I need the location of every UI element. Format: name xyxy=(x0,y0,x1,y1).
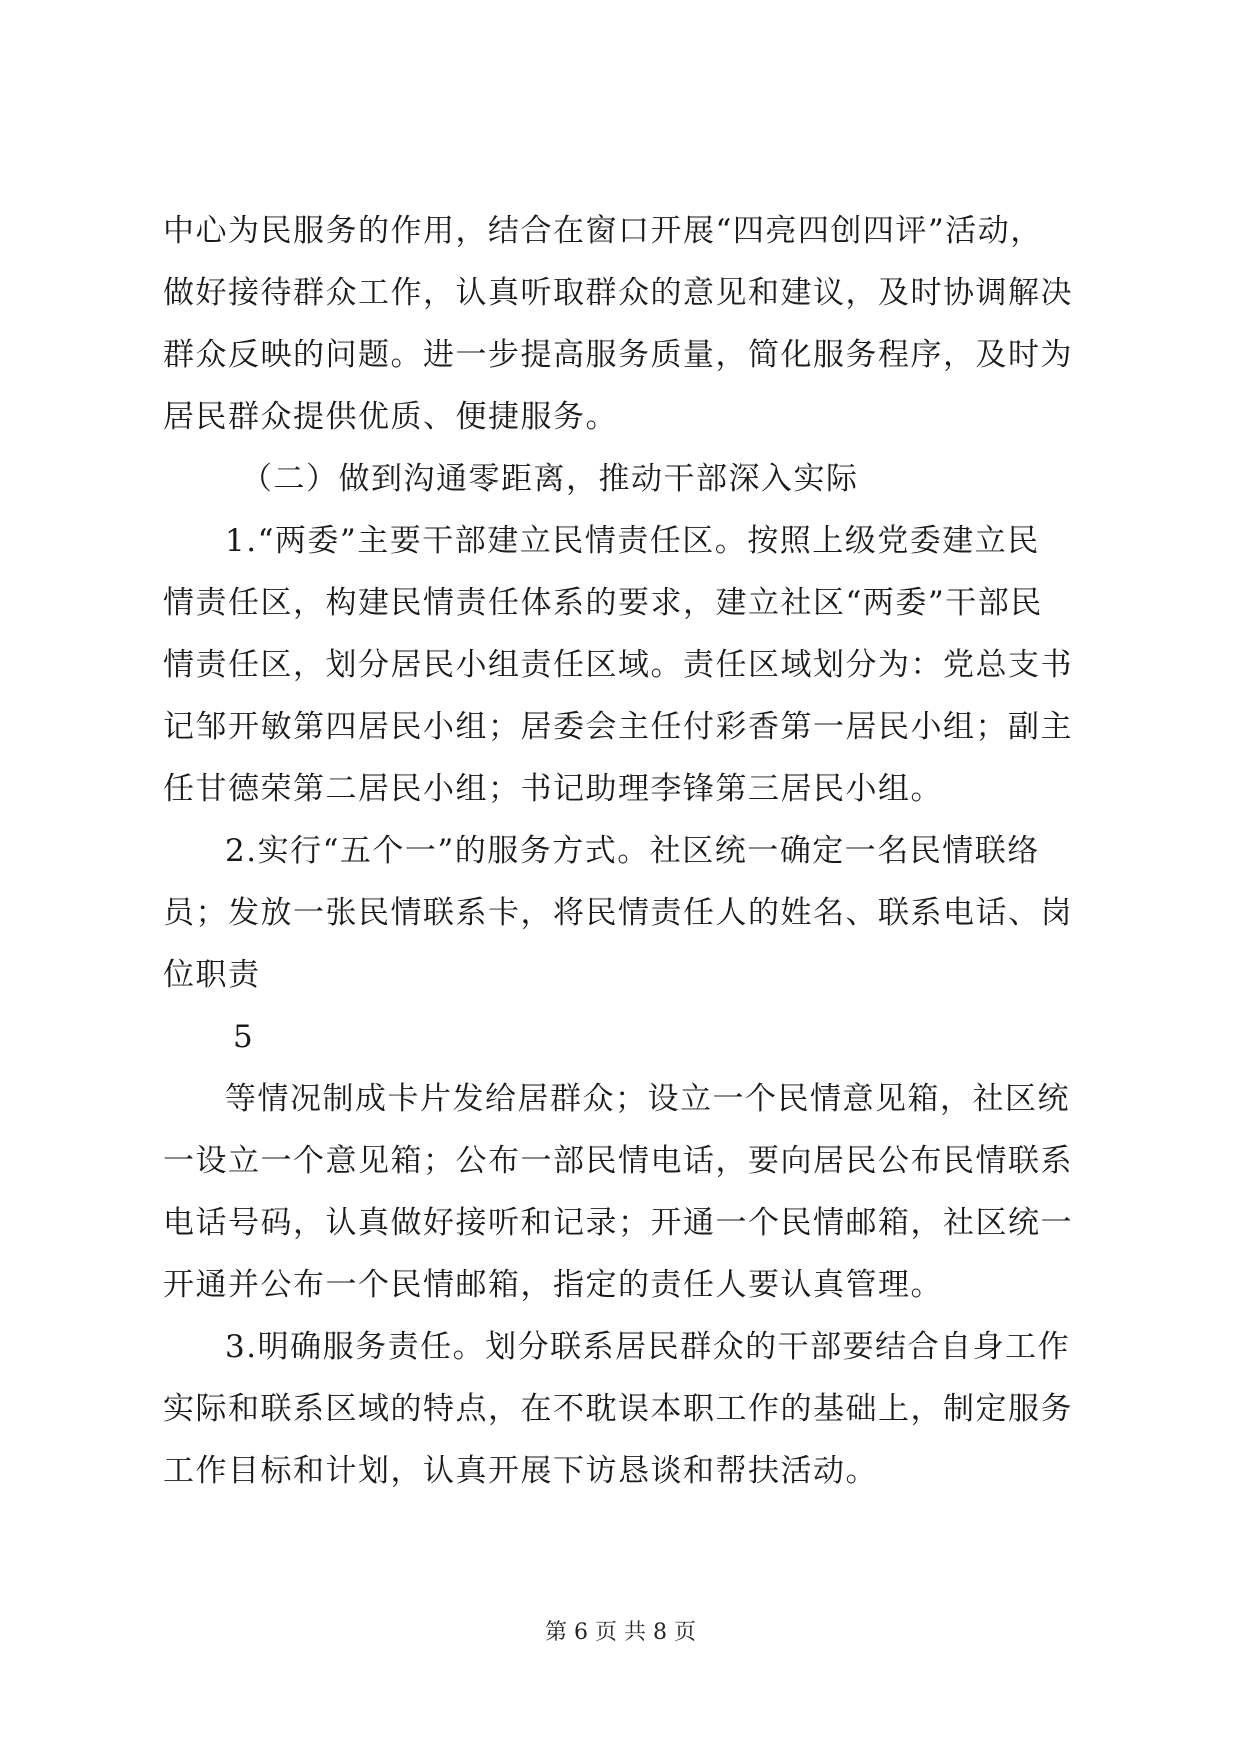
text-line: 等情况制成卡片发给居群众；设立一个民情意见箱，社区统 xyxy=(225,1081,1070,1117)
text-line: 2.实行“五个一”的服务方式。社区统一确定一名民情联络 xyxy=(225,833,1040,869)
page-footer: 第 6 页 共 8 页 xyxy=(545,1620,696,1645)
text-line: 员；发放一张民情联系卡，将民情责任人的姓名、联系电话、岗 xyxy=(163,895,1073,931)
text-line: 情责任区，划分居民小组责任区域。责任区域划分为：党总支书 xyxy=(163,647,1073,683)
text-line: 居民群众提供优质、便捷服务。 xyxy=(163,399,618,435)
text-line: 情责任区，构建民情责任体系的要求，建立社区“两委”干部民 xyxy=(163,585,1043,621)
text-line: 开通并公布一个民情邮箱，指定的责任人要认真管理。 xyxy=(163,1267,943,1303)
document-body xyxy=(163,200,1083,1502)
text-line: 一设立一个意见箱；公布一部民情电话，要向居民公布民情联系 xyxy=(163,1143,1073,1179)
inline-page-number: 5 xyxy=(233,1019,255,1055)
text-line: 中心为民服务的作用，结合在窗口开展“四亮四创四评”活动， xyxy=(163,213,1043,249)
text-line: 做好接待群众工作，认真听取群众的意见和建议，及时协调解决 xyxy=(163,275,1073,311)
section-heading: （二）做到沟通零距离，推动干部深入实际 xyxy=(241,461,859,497)
text-line: 3.明确服务责任。划分联系居民群众的干部要结合自身工作 xyxy=(225,1329,1071,1365)
text-line: 群众反映的问题。进一步提高服务质量，简化服务程序，及时为 xyxy=(163,337,1073,373)
text-line: 任甘德荣第二居民小组；书记助理李锋第三居民小组。 xyxy=(163,771,943,807)
text-line: 实际和联系区域的特点，在不耽误本职工作的基础上，制定服务 xyxy=(163,1391,1073,1427)
text-line: 位职责 xyxy=(163,957,261,993)
text-line: 电话号码，认真做好接听和记录；开通一个民情邮箱，社区统一 xyxy=(163,1205,1073,1241)
text-line: 工作目标和计划，认真开展下访恳谈和帮扶活动。 xyxy=(163,1453,878,1489)
text-line: 记邹开敏第四居民小组；居委会主任付彩香第一居民小组；副主 xyxy=(163,709,1073,745)
text-line: 1.“两委”主要干部建立民情责任区。按照上级党委建立民 xyxy=(225,523,1040,559)
